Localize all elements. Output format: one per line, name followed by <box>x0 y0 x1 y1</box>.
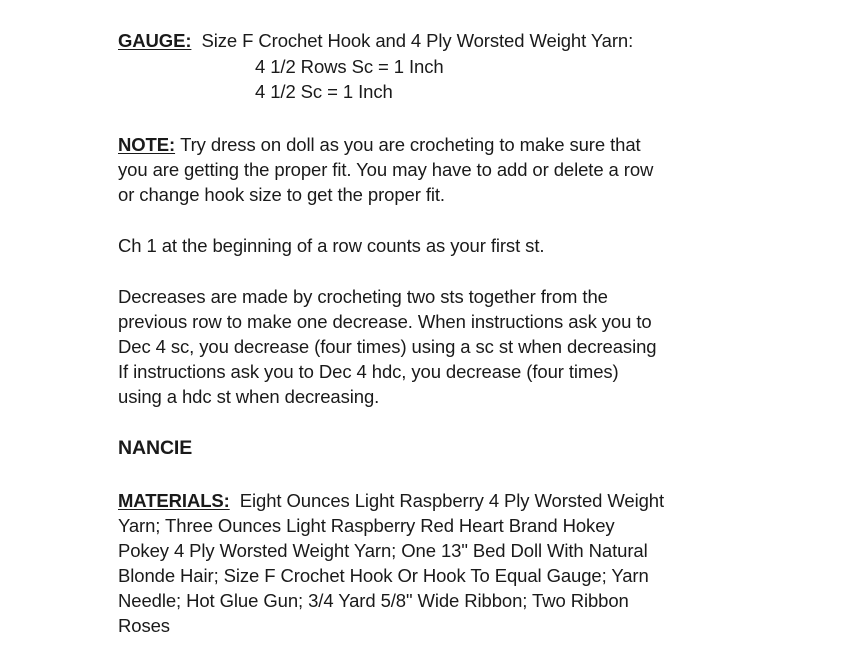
gauge-text: Size F Crochet Hook and 4 Ply Worsted Weight Yarn: <box>201 30 634 51</box>
ch1-line: Ch 1 at the beginning of a row counts as your first st. <box>118 235 545 256</box>
materials-label: MATERIALS: <box>118 490 230 511</box>
materials-line-6: Roses <box>118 615 170 636</box>
gauge-line <box>118 28 633 54</box>
gauge-rows: 4 1/2 Rows Sc = 1 Inch <box>255 56 444 77</box>
note-line-2: you are getting the proper fit. You may have to add or delete a row <box>118 159 654 180</box>
gauge-sc: 4 1/2 Sc = 1 Inch <box>255 81 393 102</box>
materials-line-2: Yarn; Three Ounces Light Raspberry Red Heart Brand Hokey <box>118 515 615 536</box>
decreases-line-1: Decreases are made by crocheting two sts together from the <box>118 286 608 307</box>
decreases-line-3: Dec 4 sc, you decrease (four times) using a sc st when decreasing <box>118 336 657 357</box>
materials-line-3: Pokey 4 Ply Worsted Weight Yarn; One 13" Bed Doll With Natural <box>118 540 648 561</box>
decreases-line-5: using a hdc st when decreasing. <box>118 386 380 407</box>
section-title: NANCIE <box>118 437 193 459</box>
note-line-3: or change hook size to get the proper fit. <box>118 184 445 205</box>
materials-text-1: Eight Ounces Light Raspberry 4 Ply Worsted Weight <box>239 490 665 511</box>
materials-line-4: Blonde Hair; Size F Crochet Hook Or Hook To Equal Gauge; Yarn <box>118 565 649 586</box>
gauge-label: GAUGE: <box>118 30 192 51</box>
note-text-1: Try dress on doll as you are crocheting to make sure that <box>180 134 641 155</box>
materials-line-1 <box>118 488 664 514</box>
decreases-line-2: previous row to make one decrease. When instructions ask you to <box>118 311 652 332</box>
note-line-1 <box>118 132 641 158</box>
materials-line-5: Needle; Hot Glue Gun; 3/4 Yard 5/8" Wide Ribbon; Two Ribbon <box>118 590 629 611</box>
decreases-line-4: If instructions ask you to Dec 4 hdc, you decrease (four times) <box>118 361 619 382</box>
note-label: NOTE: <box>118 134 176 155</box>
